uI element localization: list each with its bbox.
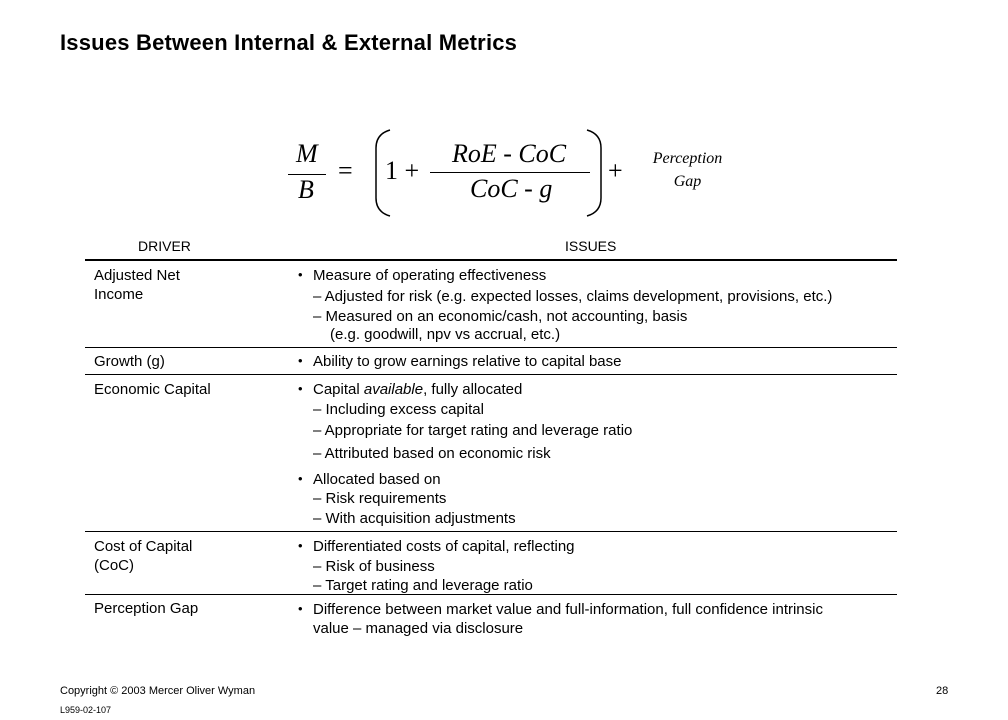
document-code: L959-02-107: [60, 705, 112, 715]
header-driver: DRIVER: [138, 238, 191, 254]
formula-right-paren: [585, 128, 605, 218]
issue-line: Differentiated costs of capital, reflecting: [313, 538, 575, 555]
issue-line: Ability to grow earnings relative to capital base: [313, 353, 622, 370]
row-rule: [85, 347, 897, 348]
bullet: •: [298, 601, 303, 616]
page-title: Issues Between Internal & External Metrics: [60, 30, 518, 55]
bullet: •: [298, 353, 303, 368]
issue-line: – Risk of business: [313, 558, 435, 575]
issue-line: Allocated based on: [313, 471, 441, 488]
issue-line: – Attributed based on economic risk: [313, 445, 551, 462]
issue-line: value – managed via disclosure: [313, 620, 524, 637]
formula-fraction-bar: [430, 172, 590, 173]
perception-gap-line1: Perception: [652, 150, 723, 167]
bullet: •: [298, 471, 303, 486]
driver-adjusted-net-income: Adjusted Net Income: [94, 267, 180, 303]
row-rule: [85, 531, 897, 532]
valuation-formula: [0, 0, 1008, 230]
driver-perception-gap: Perception Gap: [94, 600, 199, 617]
issue-line: – Measured on an economic/cash, not accounting, basis: [313, 308, 688, 325]
formula-denominator: CoC - g: [470, 174, 553, 203]
issue-line: – With acquisition adjustments: [313, 510, 516, 527]
issue-line: – Risk requirements: [313, 490, 447, 507]
formula-equals: =: [338, 156, 353, 185]
issue-line: – Target rating and leverage ratio: [313, 577, 533, 594]
driver-economic-capital: Economic Capital: [94, 381, 211, 398]
bullet: •: [298, 267, 303, 282]
formula-numerator: RoE - CoC: [452, 139, 567, 168]
formula-one-plus: 1 +: [385, 156, 420, 185]
header-issues: ISSUES: [565, 238, 617, 254]
issue-line: – Appropriate for target rating and leverage ratio: [313, 422, 633, 439]
perception-gap-term: [620, 147, 755, 193]
issue-line: (e.g. goodwill, npv vs accrual, etc.): [330, 326, 561, 343]
issue-line: – Including excess capital: [313, 401, 484, 418]
issue-line: Capital available, fully allocated: [313, 381, 523, 398]
formula-plus: +: [608, 156, 623, 185]
formula-m: M: [296, 139, 318, 168]
bullet: •: [298, 538, 303, 553]
driver-cost-of-capital: Cost of Capital (CoC): [94, 538, 193, 574]
driver-growth: Growth (g): [94, 353, 165, 370]
issue-line: Difference between market value and full-information, full confidence intrinsic: [313, 601, 823, 618]
copyright-text: Copyright © 2003 Mercer Oliver Wyman: [60, 685, 256, 697]
row-rule: [85, 374, 897, 375]
header-rule: [85, 259, 897, 261]
formula-b: B: [298, 175, 314, 204]
bullet: •: [298, 381, 303, 396]
row-rule: [85, 594, 897, 595]
perception-gap-line2: Gap: [673, 173, 702, 190]
issue-line: Measure of operating effectiveness: [313, 267, 547, 284]
issue-line: – Adjusted for risk (e.g. expected losses, claims development, provisions, etc.): [313, 288, 833, 305]
page-number: 28: [936, 685, 949, 697]
